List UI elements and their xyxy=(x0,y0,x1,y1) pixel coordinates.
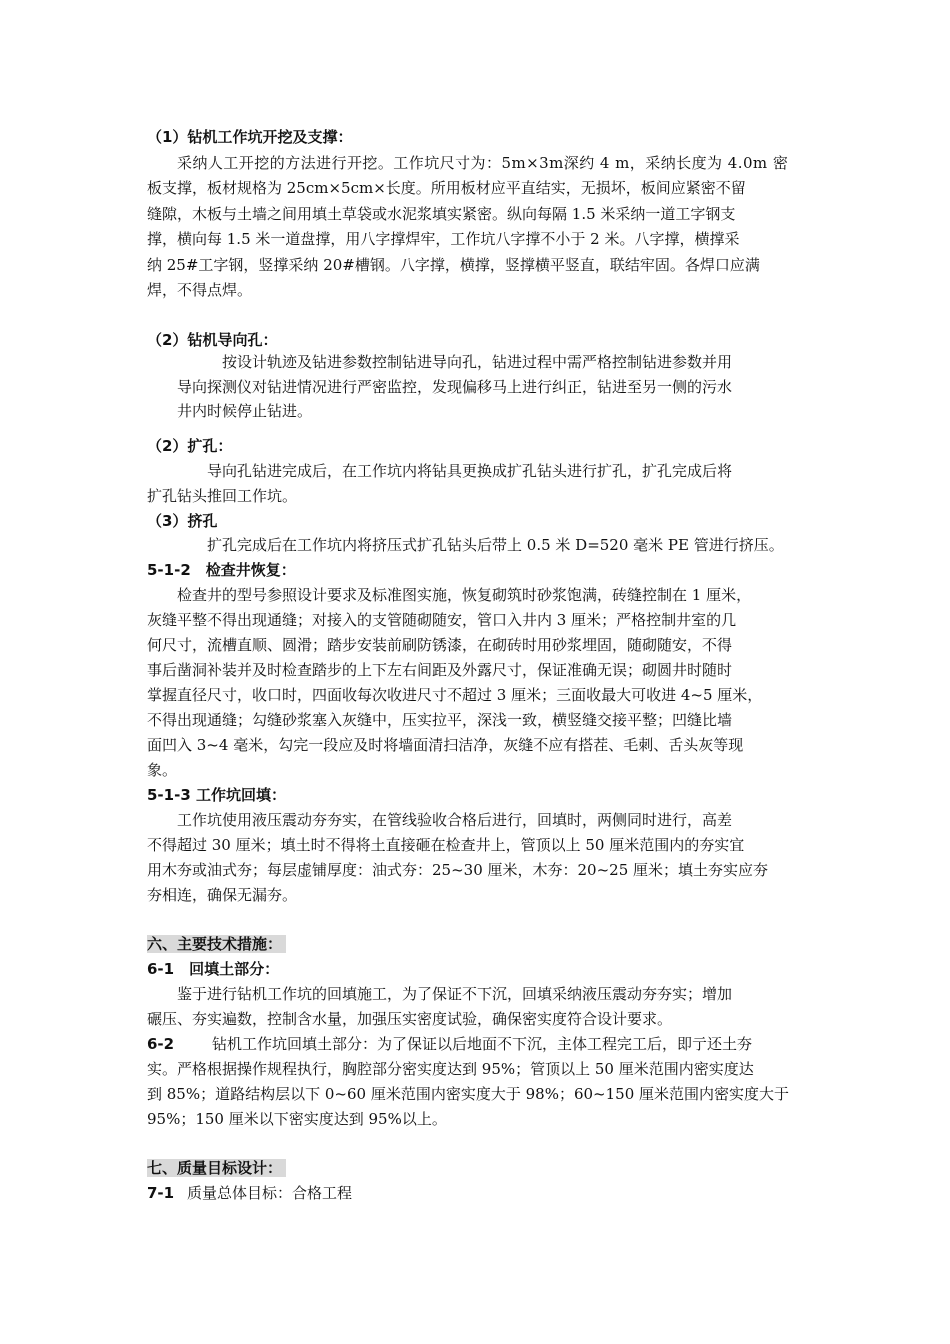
paragraph-line: 缝隙，木板与土墙之间用填土草袋或水泥浆填实紧密。纵向每隔 1.5 米采纳一道工字钢支 xyxy=(147,205,736,223)
section-heading-reaming: （2）扩孔： xyxy=(147,437,233,455)
paragraph-line: 扩孔完成后在工作坑内将挤压式扩孔钻头后带上 0.5 米 D=520 毫米 PE 管进行挤压。 xyxy=(207,536,784,554)
section-label-7-1: 7-1 xyxy=(147,1184,175,1202)
paragraph-line: 实。严格根据操作规程执行，胸腔部分密实度达到 95%；管顶以上 50 厘米范围内密实度达 xyxy=(147,1060,754,1078)
paragraph-line: 导向孔钻进完成后，在工作坑内将钻具更换成扩孔钻头进行扩孔，扩孔完成后将 xyxy=(207,462,733,480)
paragraph-line: 95%；150 厘米以下密实度达到 95%以上。 xyxy=(147,1110,447,1128)
paragraph-line: 何尺寸，流槽直顺、圆滑；踏步安装前刷防锈漆，在砌砖时用砂浆埋固，随砌随安，不得 xyxy=(147,636,733,654)
paragraph-line: 检查井的型号参照设计要求及标准图实施，恢复砌筑时砂浆饱满，砖缝控制在 1 厘米， xyxy=(177,586,752,604)
paragraph-line: 事后凿洞补装并及时检查踏步的上下左右间距及外露尺寸，保证准确无误；砌圆井时随时 xyxy=(147,661,733,679)
paragraph-line: 夯相连，确保无漏夯。 xyxy=(147,886,298,904)
chapter-heading-6 xyxy=(147,934,286,954)
paragraph-line: 到 85%；道路结构层以下 0~60 厘米范围内密实度大于 98%；60~150 厘米范围内密实度大于 xyxy=(147,1085,790,1103)
section-heading-6-1: 6-1 回填土部分： xyxy=(147,960,280,978)
paragraph-line: 板支撑，板材规格为 25cm×5cm×长度。所用板材应平直结实，无损坏，板间应紧密不留 xyxy=(147,179,746,197)
paragraph-line: 井内时候停止钻进。 xyxy=(177,402,313,420)
section-label-6-2: 6-2 xyxy=(147,1035,175,1053)
section-heading-pilot-hole: （2）钻机导向孔： xyxy=(147,331,278,349)
paragraph-line: 采纳人工开挖的方法进行开挖。工作坑尺寸为：5m×3m深约 4 m，采纳长度为 4.0m 密 xyxy=(177,154,789,172)
paragraph-line: 焊，不得点焊。 xyxy=(147,281,253,299)
paragraph-line: 面凹入 3~4 毫米，勾完一段应及时将墙面清扫洁净，灰缝不应有搭茬、毛刺、舌头灰等现 xyxy=(147,736,744,754)
section-heading-5-1-3: 5-1-3 工作坑回填： xyxy=(147,786,286,804)
paragraph-line: 不得超过 30 厘米；填土时不得将土直接砸在检查井上，管顶以上 50 厘米范围内的夯实宜 xyxy=(147,836,745,854)
chapter-heading-6-text: 六、主要技术措施： xyxy=(147,935,286,953)
paragraph-line: 钻机工作坑回填土部分：为了保证以后地面不下沉，主体工程完工后，即亍还土夯 xyxy=(212,1035,753,1053)
paragraph-line: 工作坑使用液压震动夯夯实，在管线验收合格后进行，回填时，两侧同时进行，高差 xyxy=(177,811,733,829)
paragraph-line: 纳 25#工字钢，竖撑采纳 20#槽钢。八字撑，横撑，竖撑横平竖直，联结牢固。各焊口应满 xyxy=(147,256,760,274)
paragraph-line: 撑，横向每 1.5 米一道盘撑，用八字撑焊牢，工作坑八字撑不小于 2 米。八字撑，横撑采 xyxy=(147,230,740,248)
paragraph-line: 掌握直径尺寸，收口时，四面收每次收进尺寸不超过 3 厘米；三面收最大可收进 4~5 厘米， xyxy=(147,686,763,704)
paragraph-line: 灰缝平整不得出现通缝；对接入的支管随砌随安，管口入井内 3 厘米；严格控制井室的几 xyxy=(147,611,737,629)
paragraph-line: 按设计轨迹及钻进参数控制钻进导向孔，钻进过程中需严格控制钻进参数并用 xyxy=(222,353,733,371)
chapter-heading-7 xyxy=(147,1158,286,1178)
paragraph-line: 不得出现通缝；勾缝砂浆塞入灰缝中，压实拉平，深浅一致，横竖缝交接平整；凹缝比墙 xyxy=(147,711,733,729)
paragraph-line: 鉴于进行钻机工作坑的回填施工，为了保证不下沉，回填采纳液压震动夯夯实；增加 xyxy=(177,985,733,1003)
chapter-heading-7-text: 七、质量目标设计： xyxy=(147,1159,286,1177)
section-heading-5-1-2: 5-1-2 检查井恢复： xyxy=(147,561,296,579)
paragraph-line: 质量总体目标：合格工程 xyxy=(187,1184,353,1202)
paragraph-line: 用木夯或油式夯；每层虚铺厚度：油式夯：25~30 厘米，木夯：20~25 厘米；填土夯实应夯 xyxy=(147,861,769,879)
paragraph-line: 碾压、夯实遍数，控制含水量，加强压实密度试验，确保密实度符合设计要求。 xyxy=(147,1010,673,1028)
paragraph-line: 扩孔钻头推回工作坑。 xyxy=(147,487,298,505)
section-heading-drill-pit: （1）钻机工作坑开挖及支撑： xyxy=(147,128,353,146)
section-heading-squeeze: （3）挤孔 xyxy=(147,512,218,530)
paragraph-line: 象。 xyxy=(147,761,178,779)
paragraph-line: 导向探测仪对钻进情况进行严密监控，发现偏移马上进行纠正，钻进至另一侧的污水 xyxy=(177,378,733,396)
